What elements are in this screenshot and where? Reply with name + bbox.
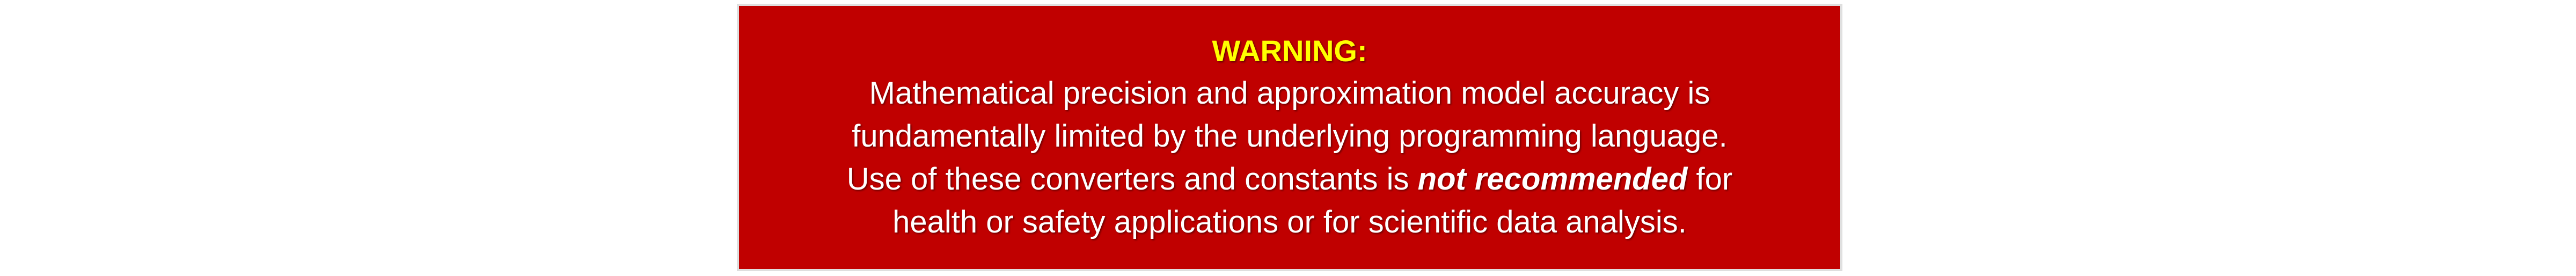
warning-banner [737, 4, 1842, 271]
not-recommended-emphasis: not recommended [1417, 162, 1688, 197]
warning-line-2: fundamentally limited by the underlying programming language. [852, 119, 1728, 154]
warning-title: WARNING: [1212, 34, 1367, 68]
warning-line-3-start: Use of these converters and constants is [846, 162, 1418, 197]
warning-line-4: health or safety applications or for scientific data analysis. [892, 205, 1687, 239]
warning-line-3 [847, 158, 1732, 201]
warning-line-1: Mathematical precision and approximation model accuracy is [869, 76, 1710, 111]
warning-line-3-end: for [1687, 162, 1733, 197]
